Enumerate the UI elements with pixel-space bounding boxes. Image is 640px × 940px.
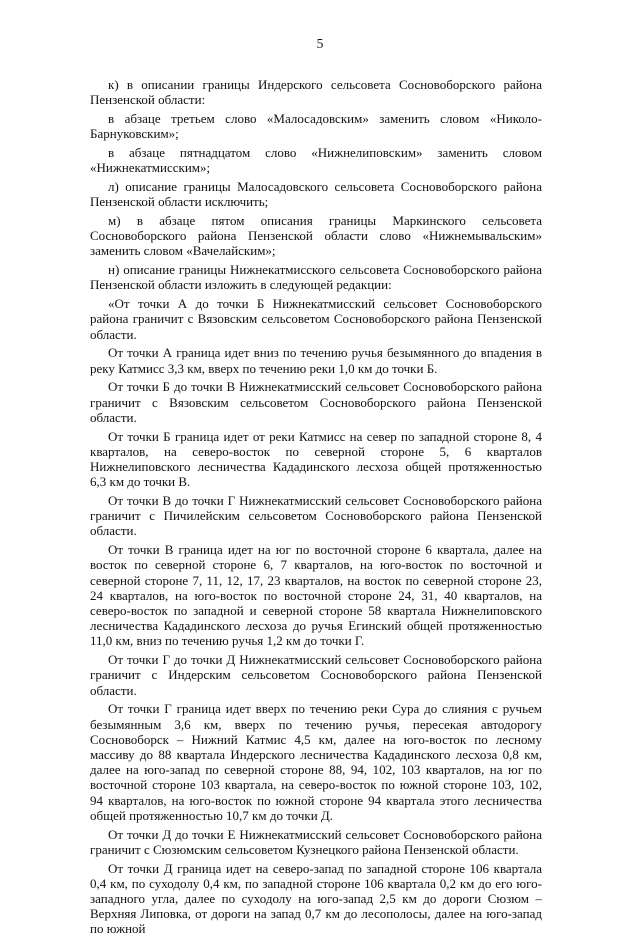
paragraph: От точки А граница идет вниз по течению ручья безымянного до впадения в реку Катмисс 3,3 км, вверх по течению реки 1,0 км до точки Б. <box>90 345 542 376</box>
paragraph: От точки Г граница идет вверх по течению реки Сура до слияния с ручьем безымянным 3,6 км, вверх по течению ручья, пересекая автодорогу Сосновоборск – Нижний Катмис 4,5 км, далее на юго-восток по лесному массиву до 88 квартала Индерского лесничества Кададинского лесхоза 0,8 км, далее на юго-запад по северной стороне 88, 94, 102, 103 кварталов, на юг по восточной стороне 103 квартала, на северо-восток по южной стороне 103, 102, 94 кварталов, на юго-восток по южной стороне 94 квартала этого лесничества общей протяженностью 10,7 км до точки Д. <box>90 701 542 823</box>
page-number: 5 <box>316 36 324 51</box>
paragraph: «От точки А до точки Б Нижнекатмисский сельсовет Сосновоборского района граничит с Вязовским сельсоветом Сосновоборского района Пензенской области. <box>90 296 542 342</box>
paragraph: От точки В до точки Г Нижнекатмисский сельсовет Сосновоборского района граничит с Пичилейским сельсоветом Сосновоборского района Пензенской области. <box>90 493 542 539</box>
paragraph: к) в описании границы Индерского сельсовета Сосновоборского района Пензенской области: <box>90 77 542 108</box>
paragraph: От точки Д до точки Е Нижнекатмисский сельсовет Сосновоборского района граничит с Сюзюмским сельсоветом Кузнецкого района Пензенской области. <box>90 826 542 857</box>
paragraph: в абзаце третьем слово «Малосадовским» заменить словом «Николо-Барнуковским»; <box>90 111 542 142</box>
paragraph: в абзаце пятнадцатом слово «Нижнелиповским» заменить словом «Нижнекатмисским»; <box>90 145 542 176</box>
document-body <box>90 77 542 940</box>
paragraph: От точки Г до точки Д Нижнекатмисский сельсовет Сосновоборского района граничит с Индерским сельсоветом Сосновоборского района Пензенской области. <box>90 652 542 698</box>
paragraph: н) описание границы Нижнекатмисского сельсовета Сосновоборского района Пензенской области изложить в следующей редакции: <box>90 262 542 293</box>
paragraph: От точки Д граница идет на северо-запад по западной стороне 106 квартала 0,4 км, по суходолу 0,4 км, по западной стороне 106 квартала 0,2 км до его юго-западного угла, далее по суходолу на юго-запад 2,5 км до дороги Сюзюм – Верхняя Липовка, от дороги на запад 0,7 км до лесополосы, далее на юго-запад по южной <box>90 860 542 937</box>
paragraph: От точки В граница идет на юг по восточной стороне 6 квартала, далее на восток по северной стороне 6, 7 кварталов, на юго-восток по восточной и северной стороне 7, 11, 12, 17, 23 кварталов, на восток по северной стороне 23, 24 кварталов, на юго-восток по восточной стороне 24, 31, 40 кварталов, на северо-восток по западной и северной стороне 58 квартала Нижнелиповского лесничества Кададинского лесхоза до ручья Егинский общей протяженностью 11,0 км, вниз по течению ручья 1,2 км до точки Г. <box>90 542 542 649</box>
paragraph: От точки Б граница идет от реки Катмисс на север по западной стороне 8, 4 кварталов, на северо-восток по северной стороне 5, 6 кварталов Нижнелиповского лесничества Кададинского лесхоза общей протяженностью 6,3 км до точки В. <box>90 428 542 490</box>
paragraph: л) описание границы Малосадовского сельсовета Сосновоборского района Пензенской области исключить; <box>90 179 542 210</box>
paragraph: От точки Б до точки В Нижнекатмисский сельсовет Сосновоборского района граничит с Вязовским сельсоветом Сосновоборского района Пензенской области. <box>90 379 542 425</box>
paragraph: м) в абзаце пятом описания границы Маркинского сельсовета Сосновоборского района Пензенской области слово «Нижнемывальским» заменить словом «Вачелайским»; <box>90 213 542 259</box>
